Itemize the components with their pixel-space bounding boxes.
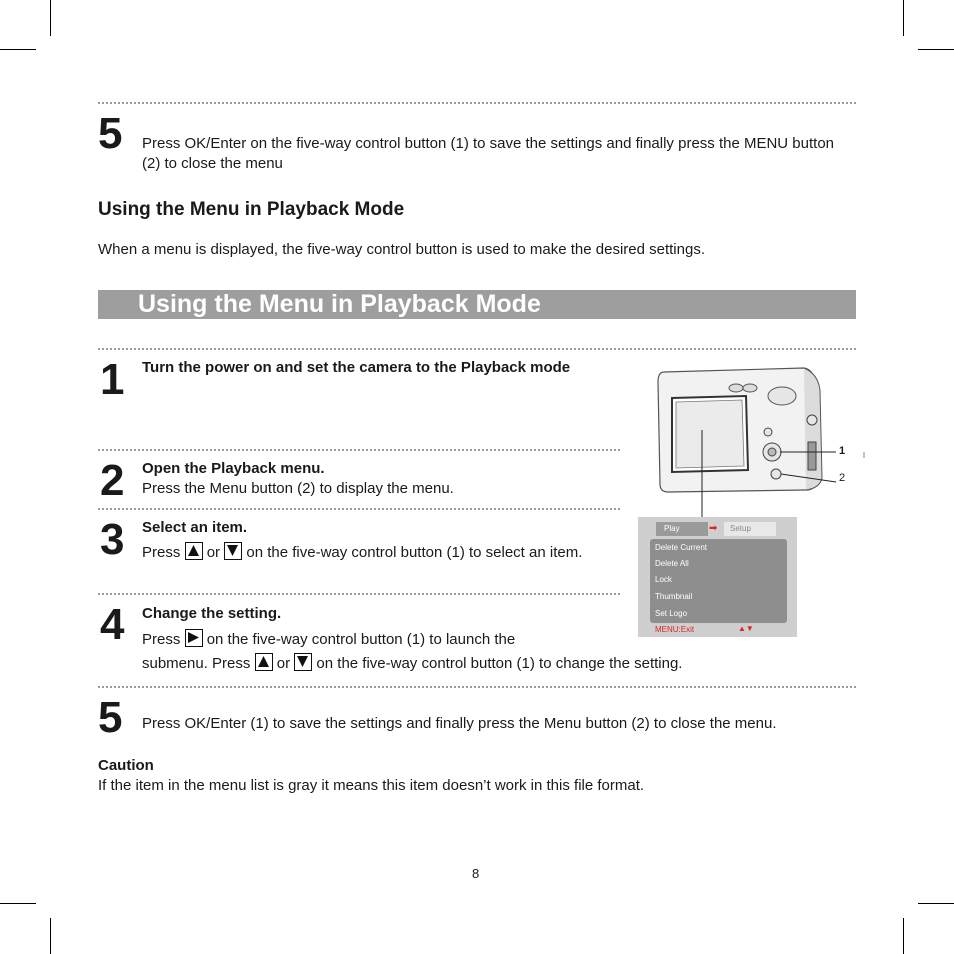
callout-label: 2 <box>839 472 846 484</box>
caution-text: If the item in the menu list is gray it means this item doesn’t work in this file format. <box>98 777 645 794</box>
step-title: Change the setting. <box>142 605 282 622</box>
step-body: Press the Menu button (2) to display the menu. <box>142 480 454 497</box>
up-down-arrows-icon: ▲▼ <box>738 624 754 633</box>
menu-screenshot <box>638 517 797 637</box>
crop-mark <box>50 0 51 36</box>
step-title: Select an item. <box>142 519 248 536</box>
step-number: 4 <box>100 600 125 649</box>
step-body-text: submenu. Press <box>142 655 251 672</box>
step-body <box>142 542 612 563</box>
dotted-divider <box>98 348 856 350</box>
dotted-divider <box>98 593 620 595</box>
step-body-text: Press <box>142 544 181 561</box>
arrow-right-icon: ➡ <box>709 523 718 534</box>
dotted-divider <box>98 449 620 451</box>
step-body-text: Press <box>142 631 181 648</box>
page-number: 8 <box>472 866 480 881</box>
dotted-divider <box>98 508 620 510</box>
callout-label: 1 <box>839 445 846 457</box>
crop-mark <box>918 903 954 904</box>
menu-exit-label: MENU:Exit <box>655 625 695 634</box>
step-body-text: on the five-way control button (1) to select an item. <box>246 544 583 561</box>
menu-item: Delete All <box>655 559 689 568</box>
crop-mark <box>918 49 954 50</box>
crop-mark <box>903 918 904 954</box>
step-title: Turn the power on and set the camera to the Playback mode <box>142 359 571 376</box>
step-number: 5 <box>98 693 123 742</box>
camera-illustration <box>636 360 866 520</box>
step-number: 3 <box>100 515 125 564</box>
dotted-divider <box>98 102 856 104</box>
step-number: 1 <box>100 355 125 404</box>
crop-mark <box>903 0 904 36</box>
down-arrow-button-icon <box>294 653 312 671</box>
menu-item: Delete Current <box>655 543 708 552</box>
up-arrow-button-icon <box>185 542 203 560</box>
down-arrow-button-icon <box>224 542 242 560</box>
banner-title: Using the Menu in Playback Mode <box>138 290 541 318</box>
step-body-text: on the five-way control button (1) to launch the <box>206 631 516 648</box>
menu-item: Set Logo <box>655 609 688 618</box>
menu-list <box>650 539 787 623</box>
crop-mark <box>0 903 36 904</box>
section-heading: Using the Menu in Playback Mode <box>98 199 405 220</box>
step-title: Open the Playback menu. <box>142 460 325 477</box>
tab-setup: Setup <box>724 522 776 536</box>
menu-item: Lock <box>655 575 672 584</box>
section-banner <box>98 290 856 319</box>
dotted-divider <box>98 686 856 688</box>
right-arrow-button-icon <box>185 629 203 647</box>
caution-title: Caution <box>98 757 154 774</box>
up-arrow-button-icon <box>255 653 273 671</box>
step-number: 5 <box>98 109 123 158</box>
crop-mark <box>50 918 51 954</box>
section-intro: When a menu is displayed, the five-way control button is used to make the desired settings. <box>98 241 705 258</box>
crop-mark <box>0 49 36 50</box>
tab-play: Play <box>656 522 708 536</box>
step-text: Press OK/Enter on the five-way control button (1) to save the settings and finally press the MENU button (2) to close the menu <box>142 135 835 172</box>
step-body-text: or <box>276 655 291 672</box>
menu-item: Thumbnail <box>655 592 693 601</box>
step-body-text: on the five-way control button (1) to change the setting. <box>316 655 683 672</box>
step-body-text: or <box>206 544 221 561</box>
step-text: Press OK/Enter (1) to save the settings and finally press the Menu button (2) to close the menu. <box>142 715 777 732</box>
step-number: 2 <box>100 456 125 505</box>
